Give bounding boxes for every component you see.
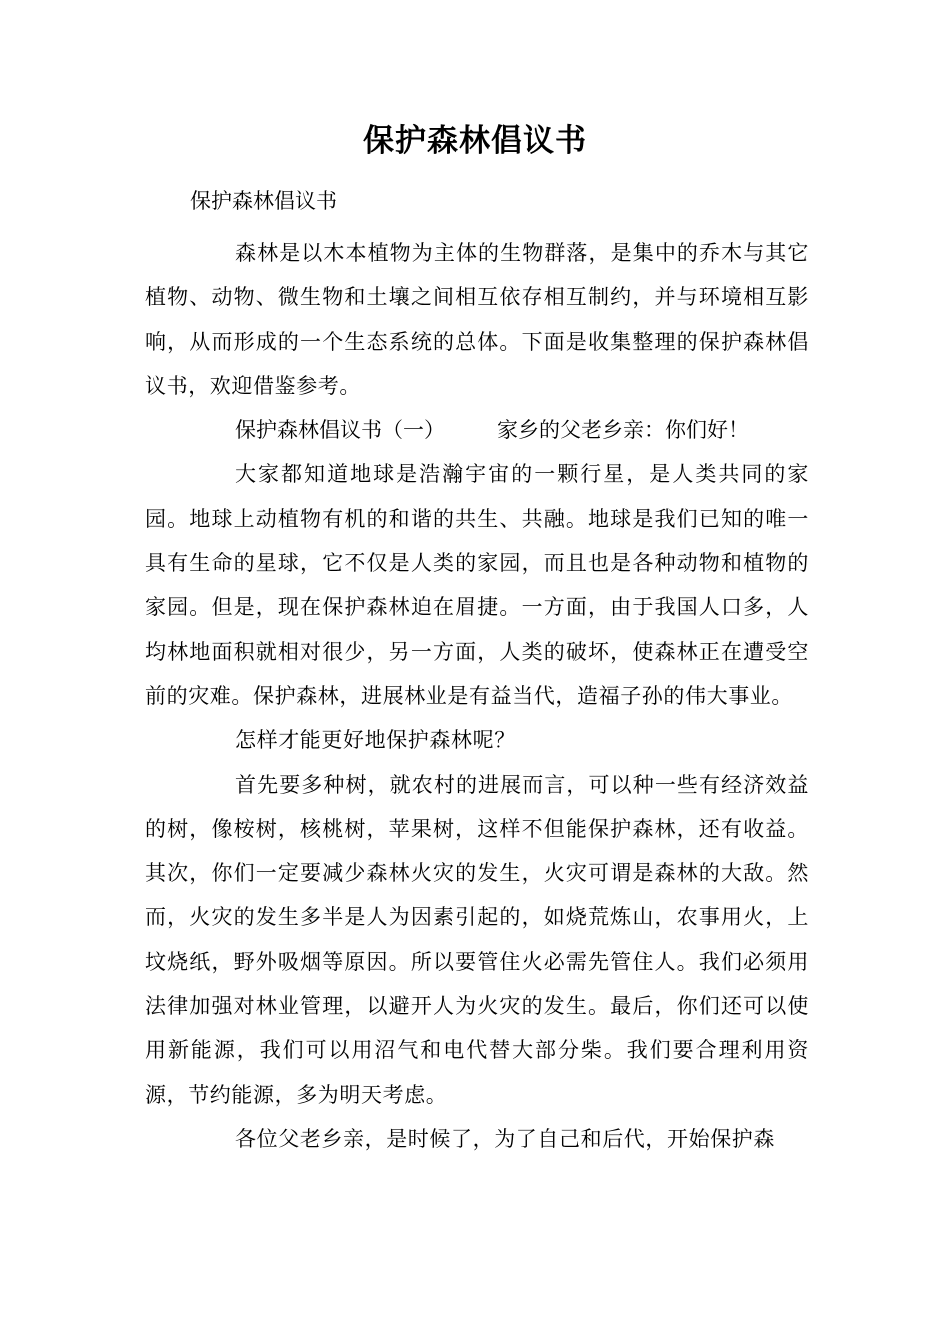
section-heading-line (145, 408, 809, 452)
section-heading: 保护森林倡议书（一） (235, 418, 445, 443)
paragraph-3: 各位父老乡亲，是时候了，为了自己和后代，开始保护森 (235, 1126, 775, 1151)
document-title: 保护森林倡议书 (363, 123, 587, 159)
paragraph-2: 首先要多种树，就农村的进展而言，可以种一些有经济效益的树，像桉树，核桃树，苹果树，这样不但能保护森林，还有收益。其次，你们一定要减少森林火灾的发生，火灾可谓是森林的大敌。然而，火灾的发生多半是人为因素引起的，如烧荒炼山，农事用火，上坟烧纸，野外吸烟等原因。所以要管住火必需先管住人。我们必须用法律加强对林业管理，以避开人为火灾的发生。最后，你们还可以使用新能源，我们可以用沼气和电代替大部分柴。我们要合理利用资源，节约能源，多为明天考虑。 (145, 772, 809, 1107)
intro-paragraph: 森林是以木本植物为主体的生物群落，是集中的乔木与其它植物、动物、微生物和土壤之间相互依存相互制约，并与环境相互影响，从而形成的一个生态系统的总体。下面是收集整理的保护森林倡议书，欢迎借鉴参考。 (145, 241, 809, 398)
paragraph-1: 大家都知道地球是浩瀚宇宙的一颗行星，是人类共同的家园。地球上动植物有机的和谐的共生、共融。地球是我们已知的唯一具有生命的星球，它不仅是人类的家园，而且也是各种动物和植物的家园。但是，现在保护森林迫在眉捷。一方面，由于我国人口多，人均林地面积就相对很少，另一方面，人类的破坏，使森林正在遭受空前的灾难。保护森林，进展林业是有益当代，造福子孙的伟大事业。 (145, 462, 809, 708)
question-line: 怎样才能更好地保护森林呢？ (235, 728, 516, 753)
document-subtitle: 保护森林倡议书 (190, 189, 337, 213)
greeting: 家乡的父老乡亲：你们好！ (497, 418, 749, 443)
document-body (145, 231, 809, 1161)
